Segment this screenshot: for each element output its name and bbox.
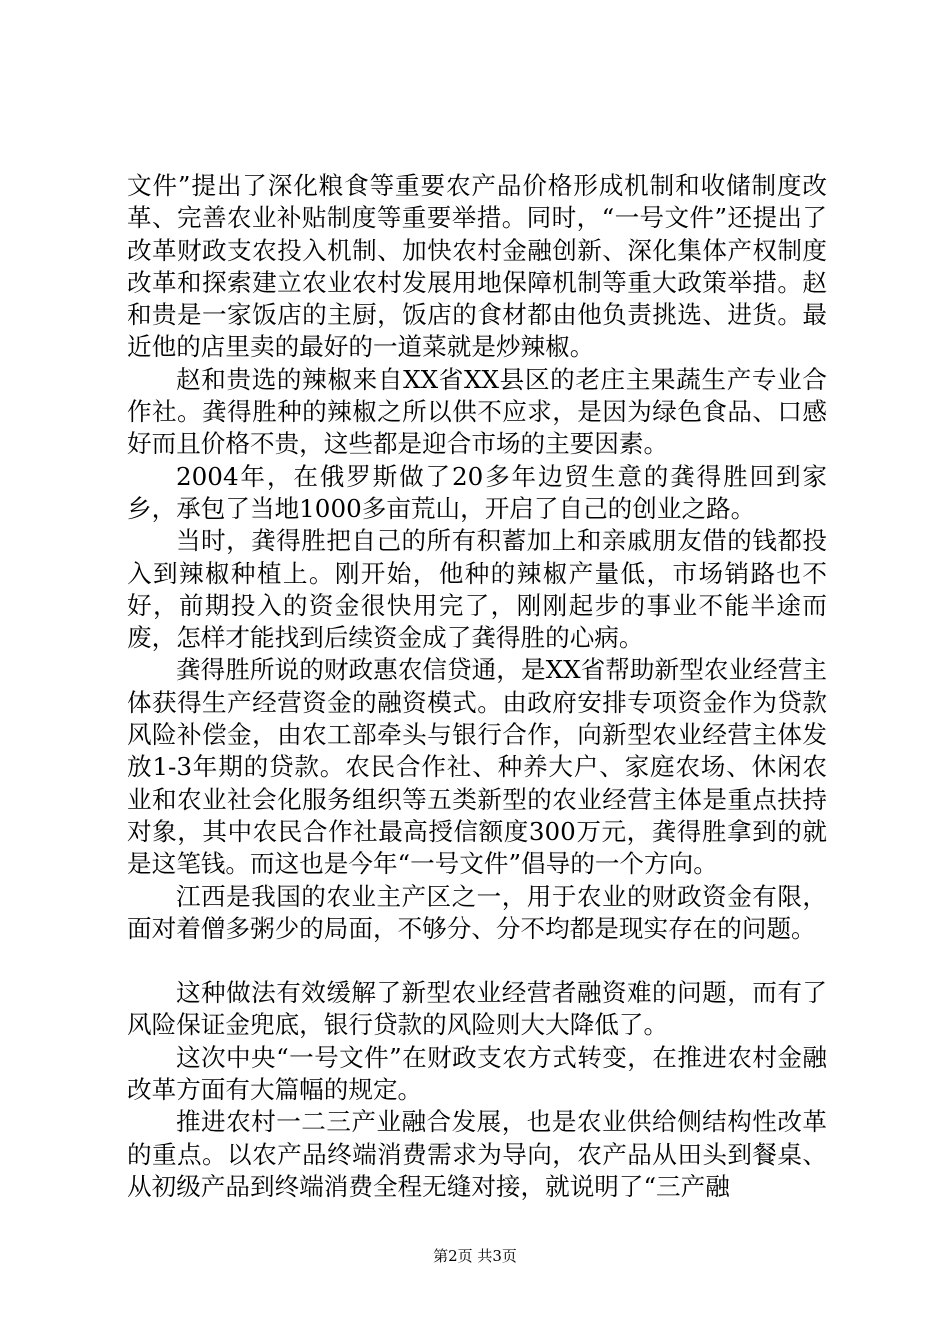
paragraph: 这次中央“一号文件”在财政支农方式转变，在推进农村金融改革方面有大篇幅的规定。 [127,1042,827,1105]
document-body [127,170,827,1203]
paragraph: 这种做法有效缓解了新型农业经营者融资难的问题，而有了风险保证金兜底，银行贷款的风险则大大降低了。 [127,978,827,1040]
paragraph: 龚得胜所说的财政惠农信贷通，是XX省帮助新型农业经营主体获得生产经营资金的融资模式。由政府安排专项资金作为贷款风险补偿金，由农工部牵头与银行合作，向新型农业经营主体发放1-3年期的贷款。农民合作社、种养大户、家庭农场、休闲农业和农业社会化服务组织等五类新型的农业经营主体是重点扶持对象，其中农民合作社最高授信额度300万元，龚得胜拿到的就是这笔钱。而这也是今年“一号文件”倡导的一个方向。 [127,655,827,879]
page-number-footer: 第2页 共3页 [433,1247,517,1265]
paragraph: 推进农村一二三产业融合发展，也是农业供给侧结构性改革的重点。以农产品终端消费需求为导向，农产品从田头到餐桌、从初级产品到终端消费全程无缝对接，就说明了“三产融 [127,1107,827,1201]
paragraph: 当时，龚得胜把自己的所有积蓄加上和亲戚朋友借的钱都投入到辣椒种植上。刚开始，他种的辣椒产量低，市场销路也不好，前期投入的资金很快用完了，刚刚起步的事业不能半途而废，怎样才能找到后续资金成了龚得胜的心病。 [127,526,827,653]
paragraph: 赵和贵选的辣椒来自XX省XX县区的老庄主果蔬生产专业合作社。龚得胜种的辣椒之所以供不应求，是因为绿色食品、口感好而且价格不贵，这些都是迎合市场的主要因素。 [127,364,827,459]
paragraph: 2004年，在俄罗斯做了20多年边贸生意的龚得胜回到家乡，承包了当地1000多亩荒山，开启了自己的创业之路。 [127,461,827,523]
paragraph: 江西是我国的农业主产区之一，用于农业的财政资金有限，面对着僧多粥少的局面，不够分、分不均都是现实存在的问题。 [127,881,827,943]
paragraph-continuation: 文件”提出了深化粮食等重要农产品价格形成机制和收储制度改革、完善农业补贴制度等重要举措。同时，“一号文件”还提出了改革财政支农投入机制、加快农村金融创新、深化集体产权制度改革和探索建立农业农村发展用地保障机制等重大政策举措。赵和贵是一家饭店的主厨，饭店的食材都由他负责挑选、进货。最近他的店里卖的最好的一道菜就是炒辣椒。 [127,171,827,362]
